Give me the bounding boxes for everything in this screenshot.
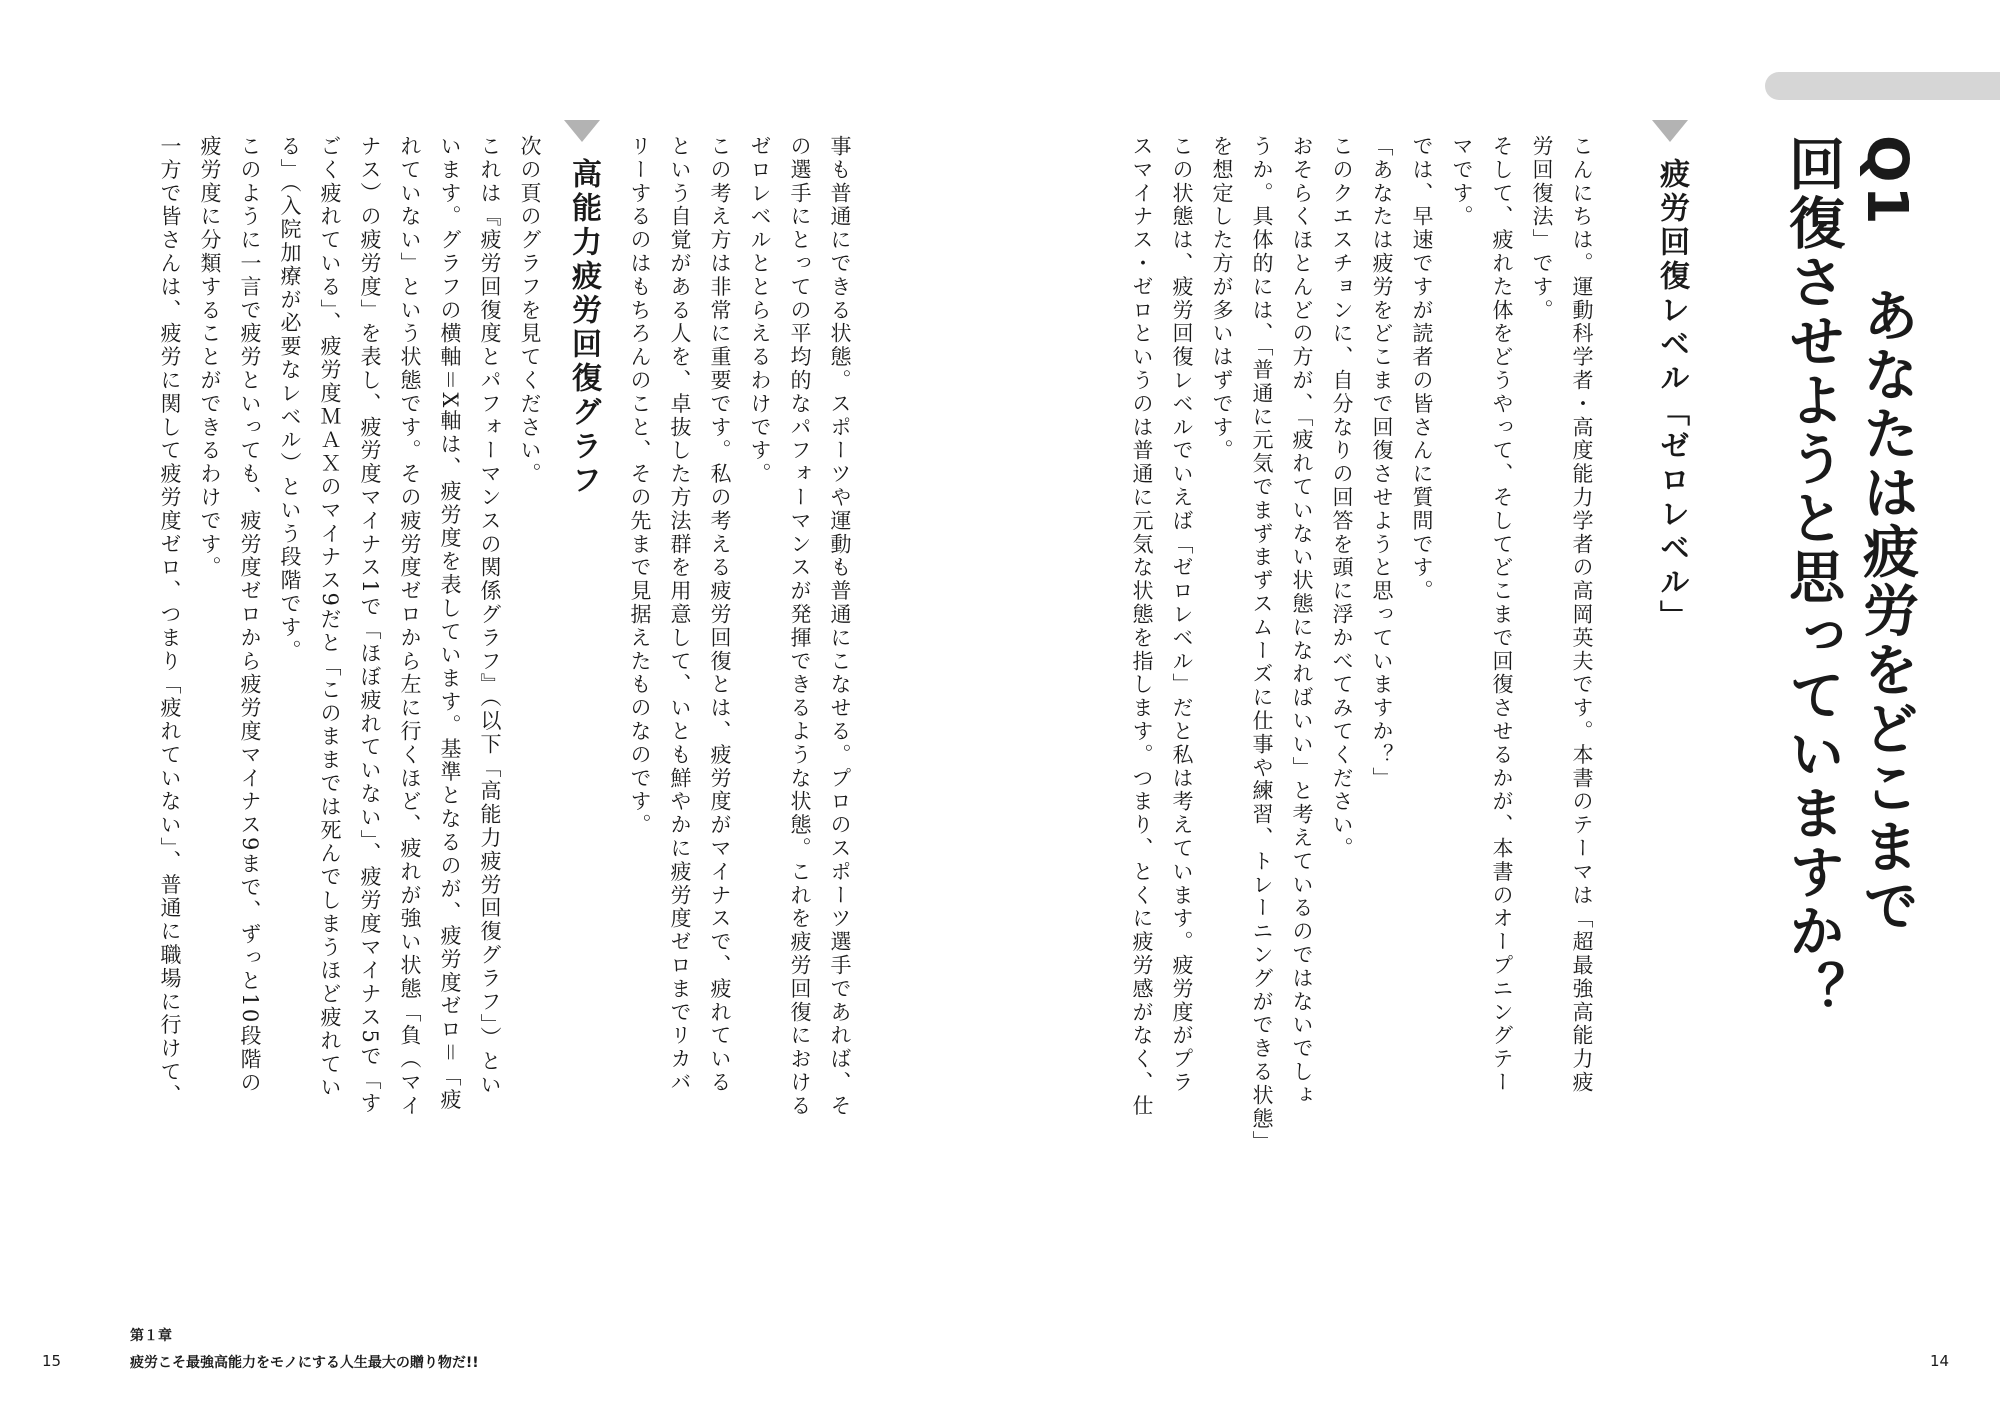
- text-line: の選手にとっての平均的なパフォーマンスが発揮できるような状態。これを疲労回復における: [788, 135, 812, 1118]
- body-text-section1: [1122, 135, 1602, 1155]
- text-line: この考え方は非常に重要です。私の考える疲労回復とは、疲労度がマイナスで、疲れている: [708, 135, 732, 1095]
- chapter-tab-decoration: [1765, 72, 2000, 100]
- text-line: ごく疲れている」、疲労度ＭＡＸのマイナス9だと「このままでは死んでしまうほど疲れてい: [318, 135, 342, 1100]
- text-line: 労回復法」です。: [1530, 135, 1554, 323]
- section-heading-fatigue-graph: 高能力疲労回復グラフ: [566, 158, 601, 498]
- text-line: この状態は、疲労回復レベルでいえば「ゼロレベル」だと私は考えています。疲労度がプラ: [1170, 135, 1194, 1095]
- body-text-continuation: [620, 135, 860, 1135]
- text-line: る」（入院加療が必要なレベル）という段階です。: [278, 135, 302, 663]
- text-line: このクエスチョンに、自分なりの回答を頭に浮かべてみてください。: [1330, 135, 1354, 861]
- title-text-1: あなたは疲労をどこまで: [1854, 286, 1919, 936]
- triangle-marker-icon: [564, 120, 600, 142]
- text-line: 次の頁のグラフを見てください。: [518, 135, 542, 486]
- text-line: ナス）の疲労度」を表し、疲労度マイナス1で「ほぼ疲れていない」、疲労度マイナス5で「す: [358, 135, 382, 1116]
- section-heading-zero-level: 疲労回復レベル「ゼロレベル」: [1654, 158, 1689, 634]
- text-line: リーするのはもちろんのこと、その先まで見据えたものなのです。: [628, 135, 652, 837]
- text-line: うか。具体的には、「普通に元気でまずまずスムーズに仕事や練習、トレーニングができる状態」: [1250, 135, 1274, 1155]
- text-line: これは『疲労回復度とパフォーマンスの関係グラフ』（以下「高能力疲労回復グラフ」）とい: [478, 135, 502, 1097]
- text-line: という自覚がある人を、卓抜した方法群を用意して、いとも鮮やかに疲労度ゼロまでリカバ: [668, 135, 692, 1095]
- text-line: 事も普通にできる状態。スポーツや運動も普通にこなせる。プロのスポーツ選手であれば、そ: [828, 135, 852, 1118]
- text-line: 一方で皆さんは、疲労に関して疲労度ゼロ、つまり「疲れていない」、普通に職場に行けて、: [158, 135, 182, 1108]
- text-line: おそらくほとんどの方が、「疲れていない状態になればいい」と考えているのではないでしょ: [1290, 135, 1314, 1108]
- text-line: そして、疲れた体をどうやって、そしてどこまで回復させるかが、本書のオープニングテー: [1490, 135, 1514, 1095]
- text-line: 疲労度に分類することができるわけです。: [198, 135, 222, 580]
- text-line: います。グラフの横軸＝X軸は、疲労度を表しています。基準となるのが、疲労度ゼロ＝「疲: [438, 135, 462, 1112]
- chapter-label: 第１章: [130, 1328, 172, 1344]
- text-line: 「あなたは疲労をどこまで回復させようと思っていますか？」: [1370, 135, 1394, 791]
- chapter-title: 疲労こそ最強高能力をモノにする人生最大の贈り物だ!!: [130, 1355, 479, 1371]
- title-line-2: 回復させようと思っていますか？: [1780, 135, 1845, 1020]
- page-number-left: 15: [42, 1352, 62, 1370]
- text-line: では、早速ですが読者の皆さんに質問です。: [1410, 135, 1434, 603]
- page-title: [1775, 135, 1923, 1135]
- text-line: こんにちは。運動科学者・高度能力学者の高岡英夫です。本書のテーマは「超最強高能力疲: [1570, 135, 1594, 1095]
- title-line-1: [1849, 135, 1923, 1135]
- text-line: マです。: [1450, 135, 1474, 229]
- body-text-section2: [150, 135, 550, 1135]
- question-label: Q1: [1854, 135, 1919, 228]
- triangle-marker-icon: [1652, 120, 1688, 142]
- text-line: を想定した方が多いはずです。: [1210, 135, 1234, 463]
- text-line: ゼロレベルととらえるわけです。: [748, 135, 772, 486]
- text-line: スマイナス・ゼロというのは普通に元気な状態を指します。つまり、とくに疲労感がなく、仕: [1130, 135, 1154, 1118]
- text-line: このように一言で疲労といっても、疲労度ゼロから疲労度マイナス9まで、ずっと10段階の: [238, 135, 262, 1095]
- page-number-right: 14: [1930, 1352, 1950, 1370]
- text-line: れていない」という状態です。その疲労度ゼロから左に行くほど、疲れが強い状態「負（マイ: [398, 135, 422, 1118]
